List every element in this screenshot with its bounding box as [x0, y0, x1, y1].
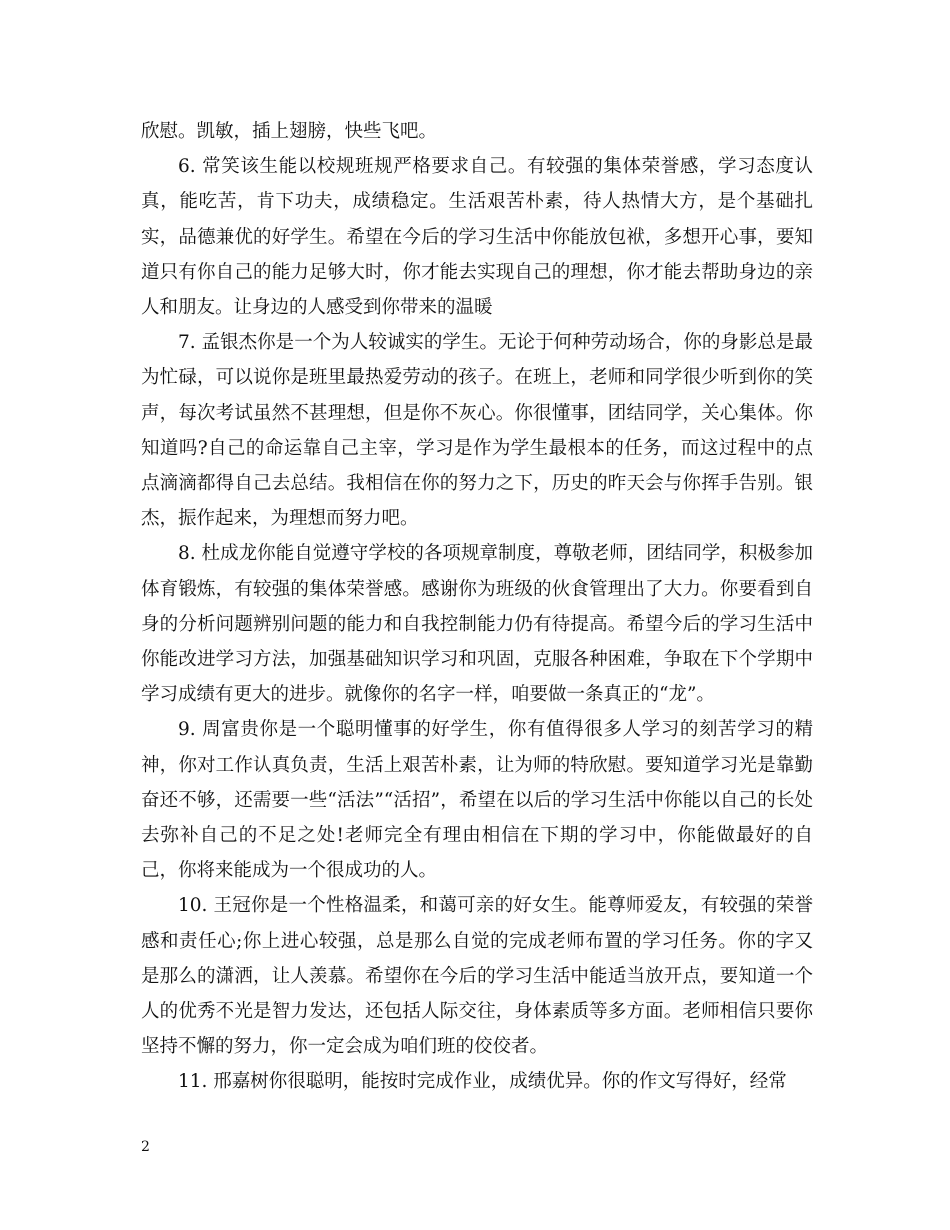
- paragraph-continuation: 欣慰。凯敏，插上翅膀，快些飞吧。: [141, 121, 438, 142]
- document-body: [141, 114, 813, 1100]
- paragraph-item-10: 10. 王冠你是一个性格温柔，和蔼可亲的好女生。能尊师爱友，有较强的荣誉感和责任心;你上进心较强，总是那么自觉的完成老师布置的学习任务。你的字又是那么的潇洒，让人羡慕。希望你在今后的学习生活中能适当放开点，要知道一个人的优秀不光是智力发达，还包括人际交往，身体素质等多方面。老师相信只要你坚持不懈的努力，你一定会成为咱们班的佼佼者。: [141, 895, 813, 1058]
- paragraph-item-6: 6. 常笑该生能以校规班规严格要求自己。有较强的集体荣誉感，学习态度认真，能吃苦，肯下功夫，成绩稳定。生活艰苦朴素，待人热情大方，是个基础扎实，品德兼优的好学生。希望在今后的学习生活中你能放包袱，多想开心事，要知道只有你自己的能力足够大时，你才能去实现自己的理想，你才能去帮助身边的亲人和朋友。让身边的人感受到你带来的温暖: [141, 156, 813, 319]
- paragraph-item-8: 8. 杜成龙你能自觉遵守学校的各项规章制度，尊敬老师，团结同学，积极参加体育锻炼，有较强的集体荣誉感。感谢你为班级的伙食管理出了大力。你要看到自身的分析问题辨别问题的能力和自我控制能力仍有待提高。希望今后的学习生活中你能改进学习方法，加强基础知识学习和巩固，克服各种困难，争取在下个学期中学习成绩有更大的进步。就像你的名字一样，咱要做一条真正的“龙”。: [141, 543, 813, 706]
- paragraph-item-9: 9. 周富贵你是一个聪明懂事的好学生，你有值得很多人学习的刻苦学习的精神，你对工作认真负责，生活上艰苦朴素，让为师的特欣慰。要知道学习光是靠勤奋还不够，还需要一些“活法”“活招”，希望在以后的学习生活中你能以自己的长处去弥补自己的不足之处!老师完全有理由相信在下期的学习中，你能做最好的自己，你将来能成为一个很成功的人。: [141, 719, 813, 882]
- page-number: 2: [141, 1139, 150, 1155]
- paragraph-item-11: 11. 邢嘉树你很聪明，能按时完成作业，成绩优异。你的作文写得好，经常: [178, 1071, 787, 1093]
- paragraph-item-7: 7. 孟银杰你是一个为人较诚实的学生。无论于何种劳动场合，你的身影总是最为忙碌，可以说你是班里最热爱劳动的孩子。在班上，老师和同学很少听到你的笑声，每次考试虽然不甚理想，但是你不灰心。你很懂事，团结同学，关心集体。你知道吗?自己的命运靠自己主宰，学习是作为学生最根本的任务，而这过程中的点点滴滴都得自己去总结。我相信在你的努力之下，历史的昨天会与你挥手告别。银杰，振作起来，为理想而努力吧。: [141, 332, 813, 530]
